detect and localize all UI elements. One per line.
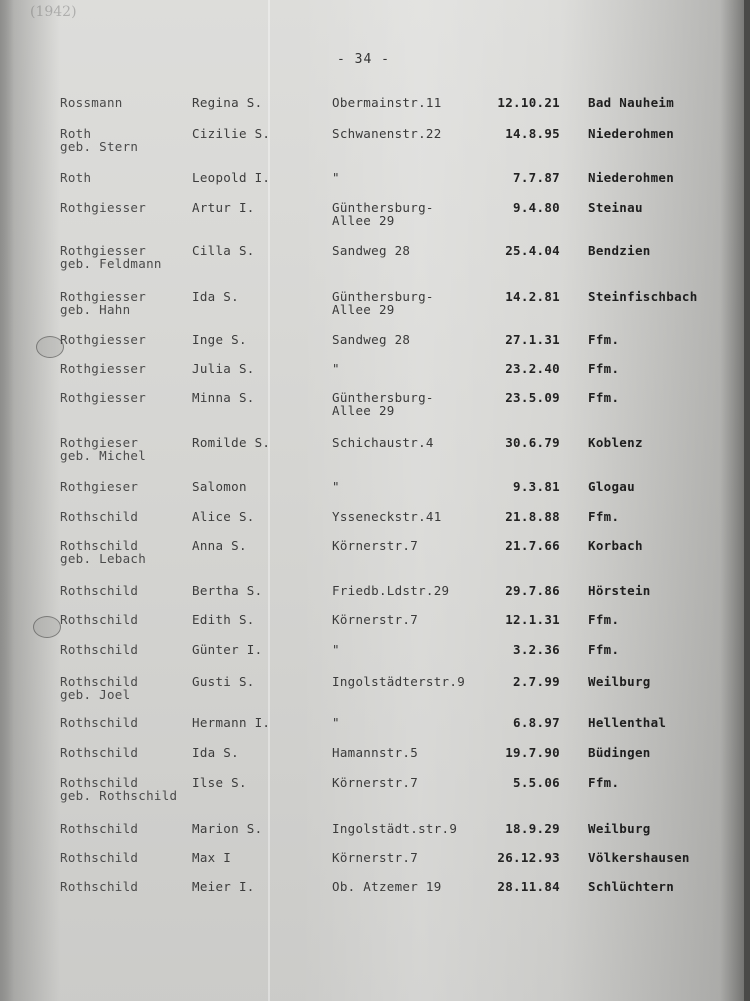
surname-cell: Roth geb. Stern (60, 126, 139, 154)
birthplace-cell: Ffm. (588, 642, 620, 657)
birth-date-cell: 23.2.40 (505, 361, 560, 376)
street-cell: " (332, 479, 340, 494)
table-row (0, 244, 750, 274)
birthplace-cell: Steinfischbach (588, 289, 698, 304)
birth-date-cell: 12.1.31 (505, 612, 560, 627)
first-name-cell: Hermann I. (192, 715, 271, 730)
surname-cell: Rothschild (60, 745, 139, 760)
first-name-cell: Anna S. (192, 538, 247, 553)
birth-date-cell: 26.12.93 (497, 850, 560, 865)
table-row (0, 127, 750, 157)
birthplace-cell: Ffm. (588, 390, 620, 405)
table-row (0, 776, 750, 806)
birthplace-cell: Ffm. (588, 361, 620, 376)
birth-date-cell: 7.7.87 (513, 170, 560, 185)
first-name-cell: Leopold I. (192, 170, 271, 185)
table-row (0, 96, 750, 126)
birth-date-cell: 27.1.31 (505, 332, 560, 347)
first-name-cell: Günter I. (192, 642, 263, 657)
surname-cell: Rothschild (60, 879, 139, 894)
first-name-cell: Gusti S. (192, 674, 255, 689)
street-cell: Günthersburg- Allee 29 (332, 390, 434, 418)
street-cell: " (332, 642, 340, 657)
first-name-cell: Salomon (192, 479, 247, 494)
table-row (0, 851, 750, 881)
surname-cell: Rothgiesser (60, 361, 147, 376)
margin-mark: (1942) (30, 4, 77, 20)
birthplace-cell: Steinau (588, 200, 643, 215)
first-name-cell: Romilde S. (192, 435, 271, 450)
surname-cell: Rothschild (60, 821, 139, 836)
birth-date-cell: 5.5.06 (513, 775, 560, 790)
table-row (0, 675, 750, 705)
birth-date-cell: 19.7.90 (505, 745, 560, 760)
surname-cell: Rothschild (60, 850, 139, 865)
birth-date-cell: 6.8.97 (513, 715, 560, 730)
birth-date-cell: 21.8.88 (505, 509, 560, 524)
birthplace-cell: Ffm. (588, 332, 620, 347)
first-name-cell: Ida S. (192, 289, 239, 304)
first-name-cell: Edith S. (192, 612, 255, 627)
birthplace-cell: Weilburg (588, 821, 651, 836)
birthplace-cell: Büdingen (588, 745, 651, 760)
birthplace-cell: Ffm. (588, 612, 620, 627)
surname-cell: Rothgieser (60, 479, 139, 494)
birth-date-cell: 3.2.36 (513, 642, 560, 657)
birthplace-cell: Glogau (588, 479, 635, 494)
surname-cell: Rothschild geb. Joel (60, 674, 139, 702)
birthplace-cell: Schlüchtern (588, 879, 675, 894)
table-row (0, 822, 750, 852)
birthplace-cell: Hörstein (588, 583, 651, 598)
birth-date-cell: 30.6.79 (505, 435, 560, 450)
street-cell: Günthersburg- Allee 29 (332, 200, 434, 228)
table-row (0, 643, 750, 673)
surname-cell: Rothgiesser (60, 390, 147, 405)
table-row (0, 480, 750, 510)
table-row (0, 201, 750, 231)
table-row (0, 539, 750, 569)
birthplace-cell: Korbach (588, 538, 643, 553)
surname-cell: Rothschild (60, 509, 139, 524)
surname-cell: Rothschild (60, 642, 139, 657)
birthplace-cell: Hellenthal (588, 715, 667, 730)
page-number: - 34 - (337, 52, 390, 67)
table-row (0, 362, 750, 392)
first-name-cell: Minna S. (192, 390, 255, 405)
birth-date-cell: 14.2.81 (505, 289, 560, 304)
table-row (0, 880, 750, 910)
surname-cell: Rothgieser geb. Michel (60, 435, 147, 463)
table-row (0, 746, 750, 776)
birthplace-cell: Ffm. (588, 509, 620, 524)
first-name-cell: Bertha S. (192, 583, 263, 598)
table-row (0, 510, 750, 540)
street-cell: Körnerstr.7 (332, 538, 419, 553)
birthplace-cell: Völkershausen (588, 850, 690, 865)
street-cell: Obermainstr.11 (332, 95, 442, 110)
first-name-cell: Artur I. (192, 200, 255, 215)
table-row (0, 584, 750, 614)
street-cell: Hamannstr.5 (332, 745, 419, 760)
first-name-cell: Inge S. (192, 332, 247, 347)
first-name-cell: Cilla S. (192, 243, 255, 258)
birth-date-cell: 29.7.86 (505, 583, 560, 598)
table-row (0, 290, 750, 320)
first-name-cell: Meier I. (192, 879, 255, 894)
birth-date-cell: 25.4.04 (505, 243, 560, 258)
street-cell: Körnerstr.7 (332, 612, 419, 627)
table-row (0, 436, 750, 466)
first-name-cell: Ida S. (192, 745, 239, 760)
birthplace-cell: Weilburg (588, 674, 651, 689)
birth-date-cell: 9.4.80 (513, 200, 560, 215)
street-cell: Friedb.Ldstr.29 (332, 583, 450, 598)
birth-date-cell: 18.9.29 (505, 821, 560, 836)
street-cell: Ob. Atzemer 19 (332, 879, 442, 894)
birth-date-cell: 2.7.99 (513, 674, 560, 689)
birthplace-cell: Bendzien (588, 243, 651, 258)
street-cell: " (332, 170, 340, 185)
table-row (0, 391, 750, 421)
table-row (0, 716, 750, 746)
birthplace-cell: Niederohmen (588, 170, 675, 185)
surname-cell: Rothgiesser geb. Hahn (60, 289, 147, 317)
surname-cell: Rothschild (60, 715, 139, 730)
surname-cell: Rothschild geb. Lebach (60, 538, 147, 566)
street-cell: Sandweg 28 (332, 243, 411, 258)
surname-cell: Rothschild geb. Rothschild (60, 775, 178, 803)
street-cell: Ingolstädterstr.9 (332, 674, 466, 689)
birthplace-cell: Niederohmen (588, 126, 675, 141)
first-name-cell: Julia S. (192, 361, 255, 376)
street-cell: Ingolstädt.str.9 (332, 821, 458, 836)
street-cell: Ysseneckstr.41 (332, 509, 442, 524)
birth-date-cell: 23.5.09 (505, 390, 560, 405)
birthplace-cell: Koblenz (588, 435, 643, 450)
surname-cell: Rothgiesser (60, 200, 147, 215)
birthplace-cell: Bad Nauheim (588, 95, 675, 110)
table-row (0, 613, 750, 643)
street-cell: Sandweg 28 (332, 332, 411, 347)
birth-date-cell: 12.10.21 (497, 95, 560, 110)
street-cell: Schwanenstr.22 (332, 126, 442, 141)
surname-cell: Rothgiesser geb. Feldmann (60, 243, 162, 271)
birth-date-cell: 9.3.81 (513, 479, 560, 494)
birth-date-cell: 28.11.84 (497, 879, 560, 894)
surname-cell: Roth (60, 170, 92, 185)
first-name-cell: Alice S. (192, 509, 255, 524)
street-cell: " (332, 715, 340, 730)
table-row (0, 333, 750, 363)
first-name-cell: Ilse S. (192, 775, 247, 790)
first-name-cell: Marion S. (192, 821, 263, 836)
surname-cell: Rothgiesser (60, 332, 147, 347)
surname-cell: Rothschild (60, 612, 139, 627)
street-cell: Günthersburg- Allee 29 (332, 289, 434, 317)
street-cell: " (332, 361, 340, 376)
birthplace-cell: Ffm. (588, 775, 620, 790)
street-cell: Körnerstr.7 (332, 775, 419, 790)
street-cell: Schichaustr.4 (332, 435, 434, 450)
first-name-cell: Cizilie S. (192, 126, 271, 141)
table-row (0, 171, 750, 201)
surname-cell: Rothschild (60, 583, 139, 598)
first-name-cell: Max I (192, 850, 232, 865)
street-cell: Körnerstr.7 (332, 850, 419, 865)
birth-date-cell: 21.7.66 (505, 538, 560, 553)
birth-date-cell: 14.8.95 (505, 126, 560, 141)
surname-cell: Rossmann (60, 95, 123, 110)
first-name-cell: Regina S. (192, 95, 263, 110)
